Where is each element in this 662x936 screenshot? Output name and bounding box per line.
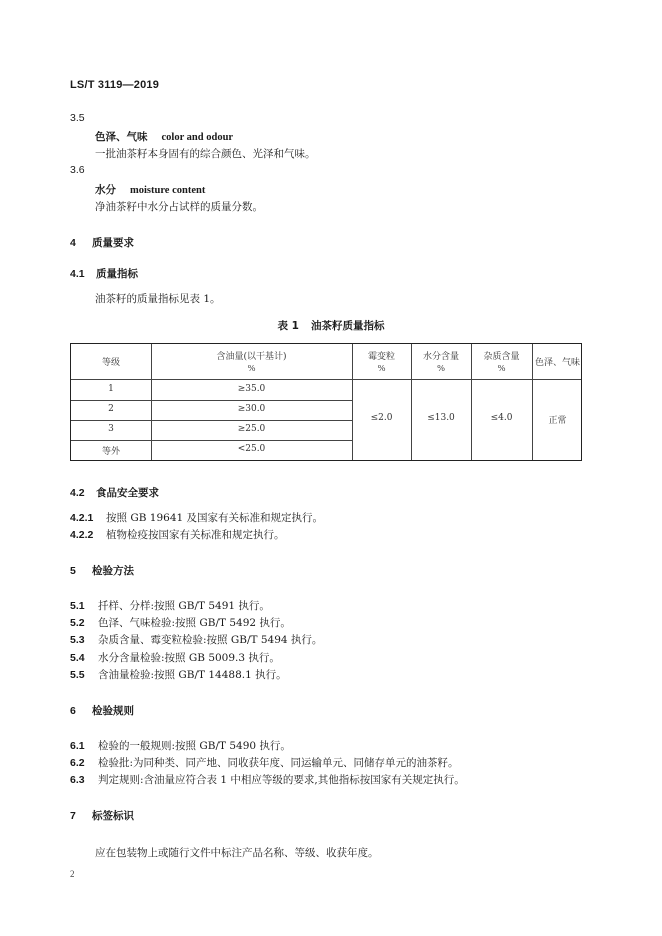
row-oil: ≥25.0 (237, 424, 266, 434)
item-number: 5.3 (70, 634, 85, 646)
section-number: 6 (70, 705, 76, 717)
section-number: 4.2 (70, 487, 85, 499)
row-grade: 3 (108, 424, 114, 434)
table-caption-title: 油茶籽质量指标 (310, 320, 385, 332)
section-title: 标签标识 (92, 810, 134, 822)
item-number: 5.4 (70, 652, 85, 664)
term-en: color and odour (161, 132, 234, 143)
item-5-5 (70, 667, 287, 682)
term-definition-3-5: 一批油茶籽本身固有的综合颜色、光泽和气味。 (95, 148, 316, 160)
shared-impurity: ≤4.0 (490, 413, 513, 423)
section-heading-4-2 (70, 485, 159, 500)
table-divider (71, 379, 581, 380)
section-heading-5 (70, 563, 134, 578)
item-5-1 (70, 598, 270, 613)
standard-code-header: LS/T 3119—2019 (70, 79, 160, 91)
term-number-3-6: 3.6 (70, 164, 85, 176)
table-divider (71, 400, 352, 401)
item-6-2 (70, 755, 459, 770)
section-title: 食品安全要求 (96, 487, 159, 499)
table-caption (0, 318, 662, 333)
row-grade: 等外 (101, 447, 120, 457)
item-text: 植物检疫按国家有关标准和规定执行。 (106, 529, 285, 541)
header-grade: 等级 (101, 358, 120, 368)
term-en: moisture content (130, 185, 206, 196)
item-5-2 (70, 615, 291, 630)
shared-color: 正常 (548, 416, 567, 426)
item-text: 扦样、分样:按照 GB/T 5491 执行。 (98, 600, 270, 612)
term-zh: 水分 (95, 184, 116, 196)
item-number: 4.2.1 (70, 512, 94, 524)
item-6-3 (70, 772, 465, 787)
term-zh: 色泽、气味 (95, 131, 148, 143)
item-text: 检验的一般规则:按照 GB/T 5490 执行。 (98, 740, 291, 752)
item-5-4 (70, 650, 280, 665)
item-number: 5.1 (70, 600, 85, 612)
header-oil: 含油量(以干基计) (216, 352, 287, 362)
paragraph-7: 应在包装物上或随行文件中标注产品名称、等级、收获年度。 (95, 847, 379, 859)
section-heading-4 (70, 235, 134, 250)
item-4-2-1 (70, 510, 323, 525)
item-text: 按照 GB 19641 及国家有关标准和规定执行。 (106, 512, 324, 524)
item-number: 6.2 (70, 757, 85, 769)
section-title: 检验方法 (92, 565, 134, 577)
item-number: 6.3 (70, 774, 85, 786)
item-5-3 (70, 632, 322, 647)
shared-moisture: ≤13.0 (427, 413, 455, 423)
row-oil: ≥30.0 (237, 404, 266, 414)
item-number: 5.5 (70, 669, 85, 681)
row-oil: ≥35.0 (237, 384, 266, 394)
item-number: 5.2 (70, 617, 85, 629)
section-heading-7 (70, 808, 134, 823)
item-number: 6.1 (70, 740, 85, 752)
header-moisture: 水分含量 (422, 352, 459, 362)
term-definition-3-6: 净油茶籽中水分占试样的质量分数。 (95, 201, 263, 213)
item-text: 检验批:为同种类、同产地、同收获年度、同运输单元、同储存单元的油茶籽。 (98, 757, 459, 769)
paragraph-4-1: 油茶籽的质量指标见表 1。 (95, 293, 221, 305)
table-divider (71, 420, 352, 421)
page-number: 2 (70, 869, 75, 879)
row-grade: 2 (108, 404, 114, 414)
section-heading-4-1 (70, 266, 138, 281)
section-heading-6 (70, 703, 134, 718)
table-divider (71, 440, 352, 441)
header-mould-unit: % (377, 364, 386, 374)
row-oil: <25.0 (237, 444, 266, 454)
item-text: 判定规则:含油量应符合表 1 中相应等级的要求,其他指标按国家有关规定执行。 (98, 774, 465, 786)
item-4-2-2 (70, 527, 285, 542)
section-number: 4.1 (70, 268, 85, 280)
row-grade: 1 (108, 384, 114, 394)
header-color: 色泽、气味 (534, 358, 580, 368)
header-mould: 霉变粒 (367, 352, 395, 362)
term-title-3-6 (95, 182, 205, 197)
table-caption-label: 表 1 (277, 320, 299, 332)
section-number: 4 (70, 237, 76, 249)
header-oil-unit: % (247, 364, 256, 374)
header-moisture-unit: % (436, 364, 446, 374)
header-impurity: 杂质含量 (483, 352, 520, 362)
section-title: 质量指标 (96, 268, 138, 280)
item-number: 4.2.2 (70, 529, 94, 541)
section-title: 检验规则 (92, 705, 134, 717)
item-text: 水分含量检验:按照 GB 5009.3 执行。 (98, 652, 280, 664)
term-number-3-5: 3.5 (70, 112, 85, 124)
item-6-1 (70, 738, 291, 753)
shared-mould: ≤2.0 (370, 413, 393, 423)
section-number: 7 (70, 810, 76, 822)
item-text: 杂质含量、霉变粒检验:按照 GB/T 5494 执行。 (98, 634, 323, 646)
item-text: 色泽、气味检验:按照 GB/T 5492 执行。 (98, 617, 291, 629)
quality-table (70, 343, 582, 461)
header-impurity-unit: % (497, 364, 506, 374)
item-text: 含油量检验:按照 GB/T 14488.1 执行。 (98, 669, 287, 681)
term-title-3-5 (95, 129, 233, 144)
section-title: 质量要求 (92, 237, 134, 249)
section-number: 5 (70, 565, 76, 577)
